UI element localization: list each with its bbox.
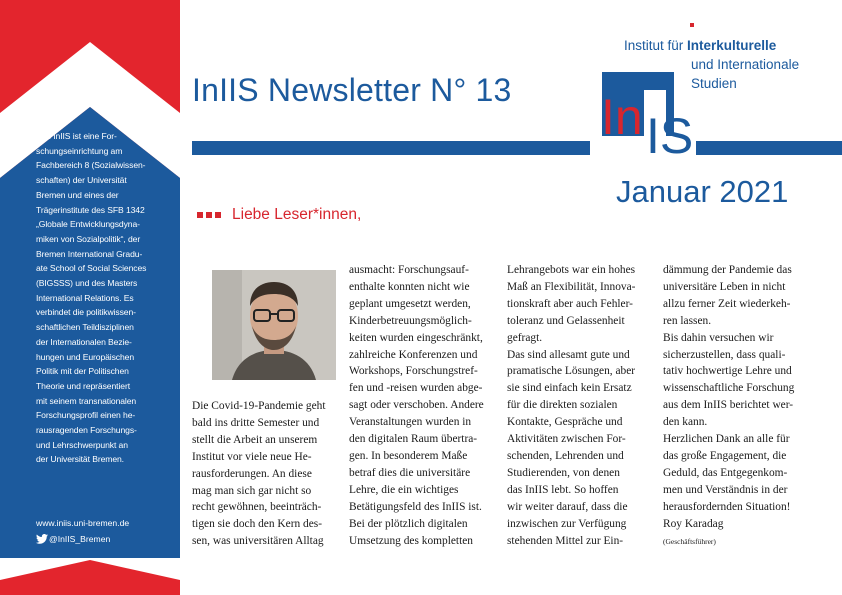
article-line: bald ins dritte Semester und (192, 416, 320, 429)
sidebar-text-line: „Globale Entwicklungsdyna- (36, 219, 140, 230)
twitter-handle-text: @InIIS_Bremen (49, 534, 111, 544)
sidebar-text-line: miken von Sozialpolitik“, der (36, 233, 141, 244)
article-column-1 (192, 398, 326, 550)
article-line: Lehre, die ein wichtiges (349, 483, 459, 496)
logo-red-mark (690, 23, 694, 27)
article-line: gen. In besonderem Maße (349, 449, 468, 462)
iniis-logo (600, 70, 698, 156)
article-line: ausmacht: Forschungsauf- (349, 264, 469, 276)
logo-letters-iis: IS (646, 108, 694, 156)
article-line: Workshops, Forschungstref- (349, 365, 478, 378)
sidebar-text-line: International Relations. Es (36, 292, 134, 303)
article-line: Betätigungsfeld des InIIS ist. (349, 500, 482, 513)
article-line: mag man sich gar nicht so (192, 484, 312, 497)
article-line: allzu ferner Zeit wiederkeh- (663, 297, 791, 310)
greeting-bullet-2 (206, 212, 212, 218)
sidebar-text-line: hungen und Europäischen (36, 351, 135, 362)
institute-name-line3: Studien (691, 76, 737, 91)
sidebar-description (36, 129, 172, 467)
article-line: sicherzustellen, dass quali- (663, 348, 786, 361)
sidebar-text-line: Theorie und repräsentiert (36, 380, 130, 391)
article-line: schenden, Lehrenden und (507, 449, 624, 462)
article-line: enthalte konnten nicht wie (349, 280, 470, 293)
sidebar-text-line: der Internationalen Bezie- (36, 336, 132, 347)
article-line: den kann. (663, 416, 708, 429)
institute-name-prefix: Institut für (624, 38, 688, 53)
sidebar-text-line: Forschungsprofil einen he- (36, 410, 136, 421)
sidebar-twitter-handle[interactable] (36, 534, 110, 544)
article-line: tativ hochwertige Lehre und (663, 365, 792, 378)
article-line: Institut vor viele neue He- (192, 450, 312, 463)
article-column-3 (507, 262, 635, 549)
article-line: für die direkten sozialen (507, 399, 618, 412)
article-line: zahlreiche Konferenzen und (349, 348, 478, 361)
institute-name-line2: und Internationale (691, 57, 800, 72)
sidebar-text-line: schungseinrichtung am (36, 145, 123, 156)
article-line: Lehrangebots war ein hohes (507, 264, 636, 276)
greeting-bullet-3 (215, 212, 221, 218)
article-line: men und Verständnis in der (663, 483, 788, 496)
sidebar-text-line: (BIGSSS) und des Masters (36, 278, 138, 289)
article-line: Bis dahin versuchen wir (663, 331, 774, 344)
article-line: ren lassen. (663, 314, 712, 327)
header-divider-left (192, 141, 590, 155)
newsletter-title: InIIS Newsletter N° 13 (192, 72, 512, 108)
article-line: Herzlichen Dank an alle für (663, 433, 790, 446)
article-line: stellt die Arbeit an unserem (192, 433, 318, 446)
sidebar-text-line: der Universität Bremen. (36, 454, 124, 465)
article-line: den digitalen Raum übertra- (349, 433, 478, 446)
article-line: das große Engagement, die (663, 449, 787, 462)
article-line: Maß an Flexibilität, Innova- (507, 280, 636, 293)
article-line: stehenden Mittel zur Ein- (507, 534, 624, 547)
sidebar-text-line: rausragenden Forschungs- (36, 425, 137, 436)
article-line: tionskraft aber auch Fehler- (507, 297, 633, 310)
article-line: inzwischen zur Verfügung (507, 517, 627, 530)
issue-date: Januar 2021 (616, 174, 789, 209)
sidebar-text-line: und Lehrschwerpunkt an (36, 439, 128, 450)
sidebar-text-line: Politik mit der Politischen (36, 366, 129, 377)
author-portrait-photo (212, 270, 336, 380)
logo-letters-in: In (601, 89, 643, 145)
sidebar-text-line: Trägerinstitute des SFB 1342 (36, 204, 145, 215)
sidebar-text-line: ate School of Social Sciences (36, 263, 147, 274)
article-line: gefragt. (507, 331, 543, 344)
greeting-bullet-1 (197, 212, 203, 218)
signature-role: (Geschäftsführer) (663, 537, 716, 546)
sidebar-text-line: schaftlichen Teildisziplinen (36, 322, 134, 333)
article-line: tigen sie doch den Kern des- (192, 518, 323, 531)
article-line: pramatische Lösungen, aber (507, 365, 636, 378)
article-line: geplant umgesetzt werden, (349, 297, 471, 310)
sidebar-text-line: mit seinem transnationalen (36, 395, 137, 406)
article-line: aus dem InIIS berichtet wer- (663, 399, 794, 412)
article-column-2 (349, 262, 484, 549)
article-line: Bei der plötzlich digitalen (349, 517, 468, 530)
article-line: rausforderungen. An diese (192, 467, 312, 480)
article-line: Kinderbetreuungsmöglich- (349, 314, 472, 327)
article-column-4 (663, 262, 794, 533)
article-line: herausfordernden Situation! (663, 500, 791, 513)
institute-name-line1 (624, 38, 776, 53)
article-line: Studierenden, von denen (507, 466, 620, 479)
sidebar-text-line: Das InIIS ist eine For- (36, 131, 117, 141)
article-line: wir weiter darauf, dass die (507, 500, 628, 513)
article-line: dämmung der Pandemie das (663, 264, 792, 276)
sidebar-text-line: Bremen und eines der (36, 189, 119, 200)
article-line: sen, was universitären Alltag (192, 535, 324, 548)
sidebar-text-line: Bremen International Gradu- (36, 248, 143, 259)
article-line: universitäre Leben in nicht (663, 280, 786, 293)
article-line: wissenschaftliche Forschung (663, 382, 795, 395)
article-line: betraf dies die universitäre (349, 466, 471, 479)
sidebar-text-line: verbindet die politikwissen- (36, 307, 136, 318)
article-line: Geduld, das Entgegenkom- (663, 466, 788, 479)
article-line: sagt oder verschoben. Andere (349, 399, 484, 412)
article-line: Aktivitäten zwischen For- (507, 433, 626, 446)
article-line: recht gewöhnen, beeinträch- (192, 501, 322, 514)
article-line: toleranz und Gelassenheit (507, 314, 625, 327)
greeting: Liebe Leser*innen, (232, 206, 362, 223)
article-line: Umsetzung des kompletten (349, 534, 474, 547)
sidebar-website-link[interactable]: www.iniis.uni-bremen.de (36, 518, 130, 528)
header-divider-right (696, 141, 842, 155)
article-line: Kontakte, Gespräche und (507, 416, 623, 429)
institute-name-bold: Interkulturelle (687, 38, 777, 53)
article-line: fen und -reisen wurden abge- (349, 382, 483, 395)
sidebar-text-line: schaften) der Universität (36, 175, 127, 186)
twitter-bird-icon (36, 534, 48, 544)
article-line: Die Covid-19-Pandemie geht (192, 400, 326, 412)
article-line: keiten wurden eingeschränkt, (349, 331, 483, 344)
sidebar-text-line: Fachbereich 8 (Sozialwissen- (36, 160, 146, 171)
article-line: Das sind allesamt gute und (507, 348, 630, 361)
article-line: Veranstaltungen wurden in (349, 416, 472, 429)
article-line: das InIIS lebt. So hoffen (507, 483, 619, 496)
article-line: sie sind einfach kein Ersatz (507, 382, 632, 395)
article-line: Roy Karadag (663, 517, 724, 530)
